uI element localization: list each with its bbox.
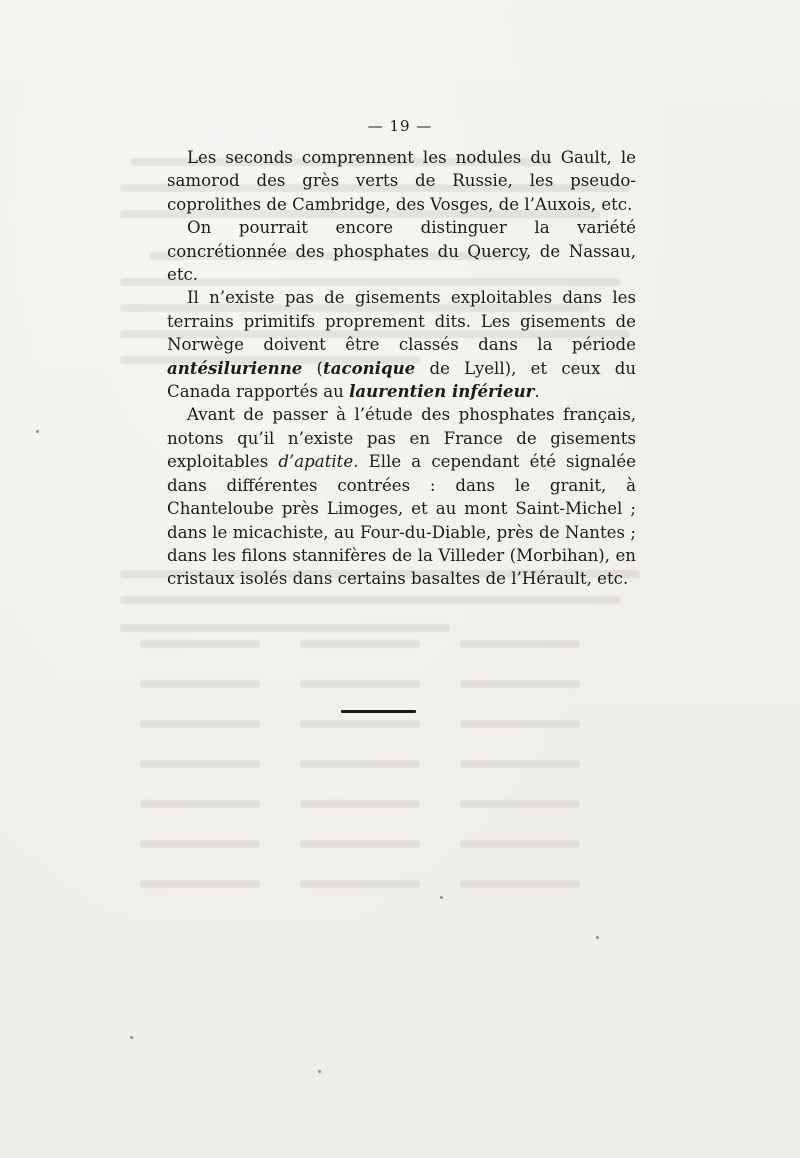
paragraph xyxy=(167,403,636,590)
page-number: — 19 — xyxy=(367,117,433,135)
paragraph xyxy=(167,286,636,403)
italic-term: d’apatite xyxy=(278,452,354,472)
text-run: Les seconds comprennent les nodules du Gault, le samorod des grès verts de Russie, les pseudo-coprolithes de Cambridge, des Vosges, de l’Auxois, etc. xyxy=(167,148,636,214)
italic-term: laurentien inférieur xyxy=(349,381,535,402)
text-run: Avant de passer à l’étude des phosphates français, notons qu’il n’existe pas en France de gisements exploitables xyxy=(167,405,636,472)
paragraph xyxy=(167,146,636,216)
paper-speck xyxy=(130,1036,133,1039)
italic-term: antésilurienne xyxy=(167,357,303,378)
text-run: On pourrait encore distinguer la variété concrétionnée des phosphates du Quercy, de Nassau, etc. xyxy=(167,218,636,285)
paper-speck xyxy=(440,896,443,899)
paper-speck xyxy=(596,936,599,939)
section-rule xyxy=(341,710,416,713)
paper-speck xyxy=(318,1070,321,1073)
paper-speck xyxy=(36,430,39,433)
text-run: Il n’existe pas de gisements exploitables dans les terrains primitifs proprement dits. Les gisements de Norwège doivent être classés dans la période xyxy=(167,288,636,355)
paragraph xyxy=(167,216,636,286)
italic-term: taconique xyxy=(323,357,416,378)
text-run: ( xyxy=(302,358,324,378)
text-run: . xyxy=(534,382,540,402)
text-run: . Elle a cependant été signalée dans différentes contrées : dans le granit, à Chanteloube près Limoges, et au mont Saint-Michel ; dans le micachiste, au Four-du-Diable, près de Nantes ; dans les filons stannifères de la Villeder (Morbihan), en cristaux isolés dans certains basaltes de l’Hérault, etc. xyxy=(167,452,637,589)
body-text xyxy=(167,146,636,591)
text-run: de Lyell), et ceux du Canada rapportés au xyxy=(167,358,637,402)
